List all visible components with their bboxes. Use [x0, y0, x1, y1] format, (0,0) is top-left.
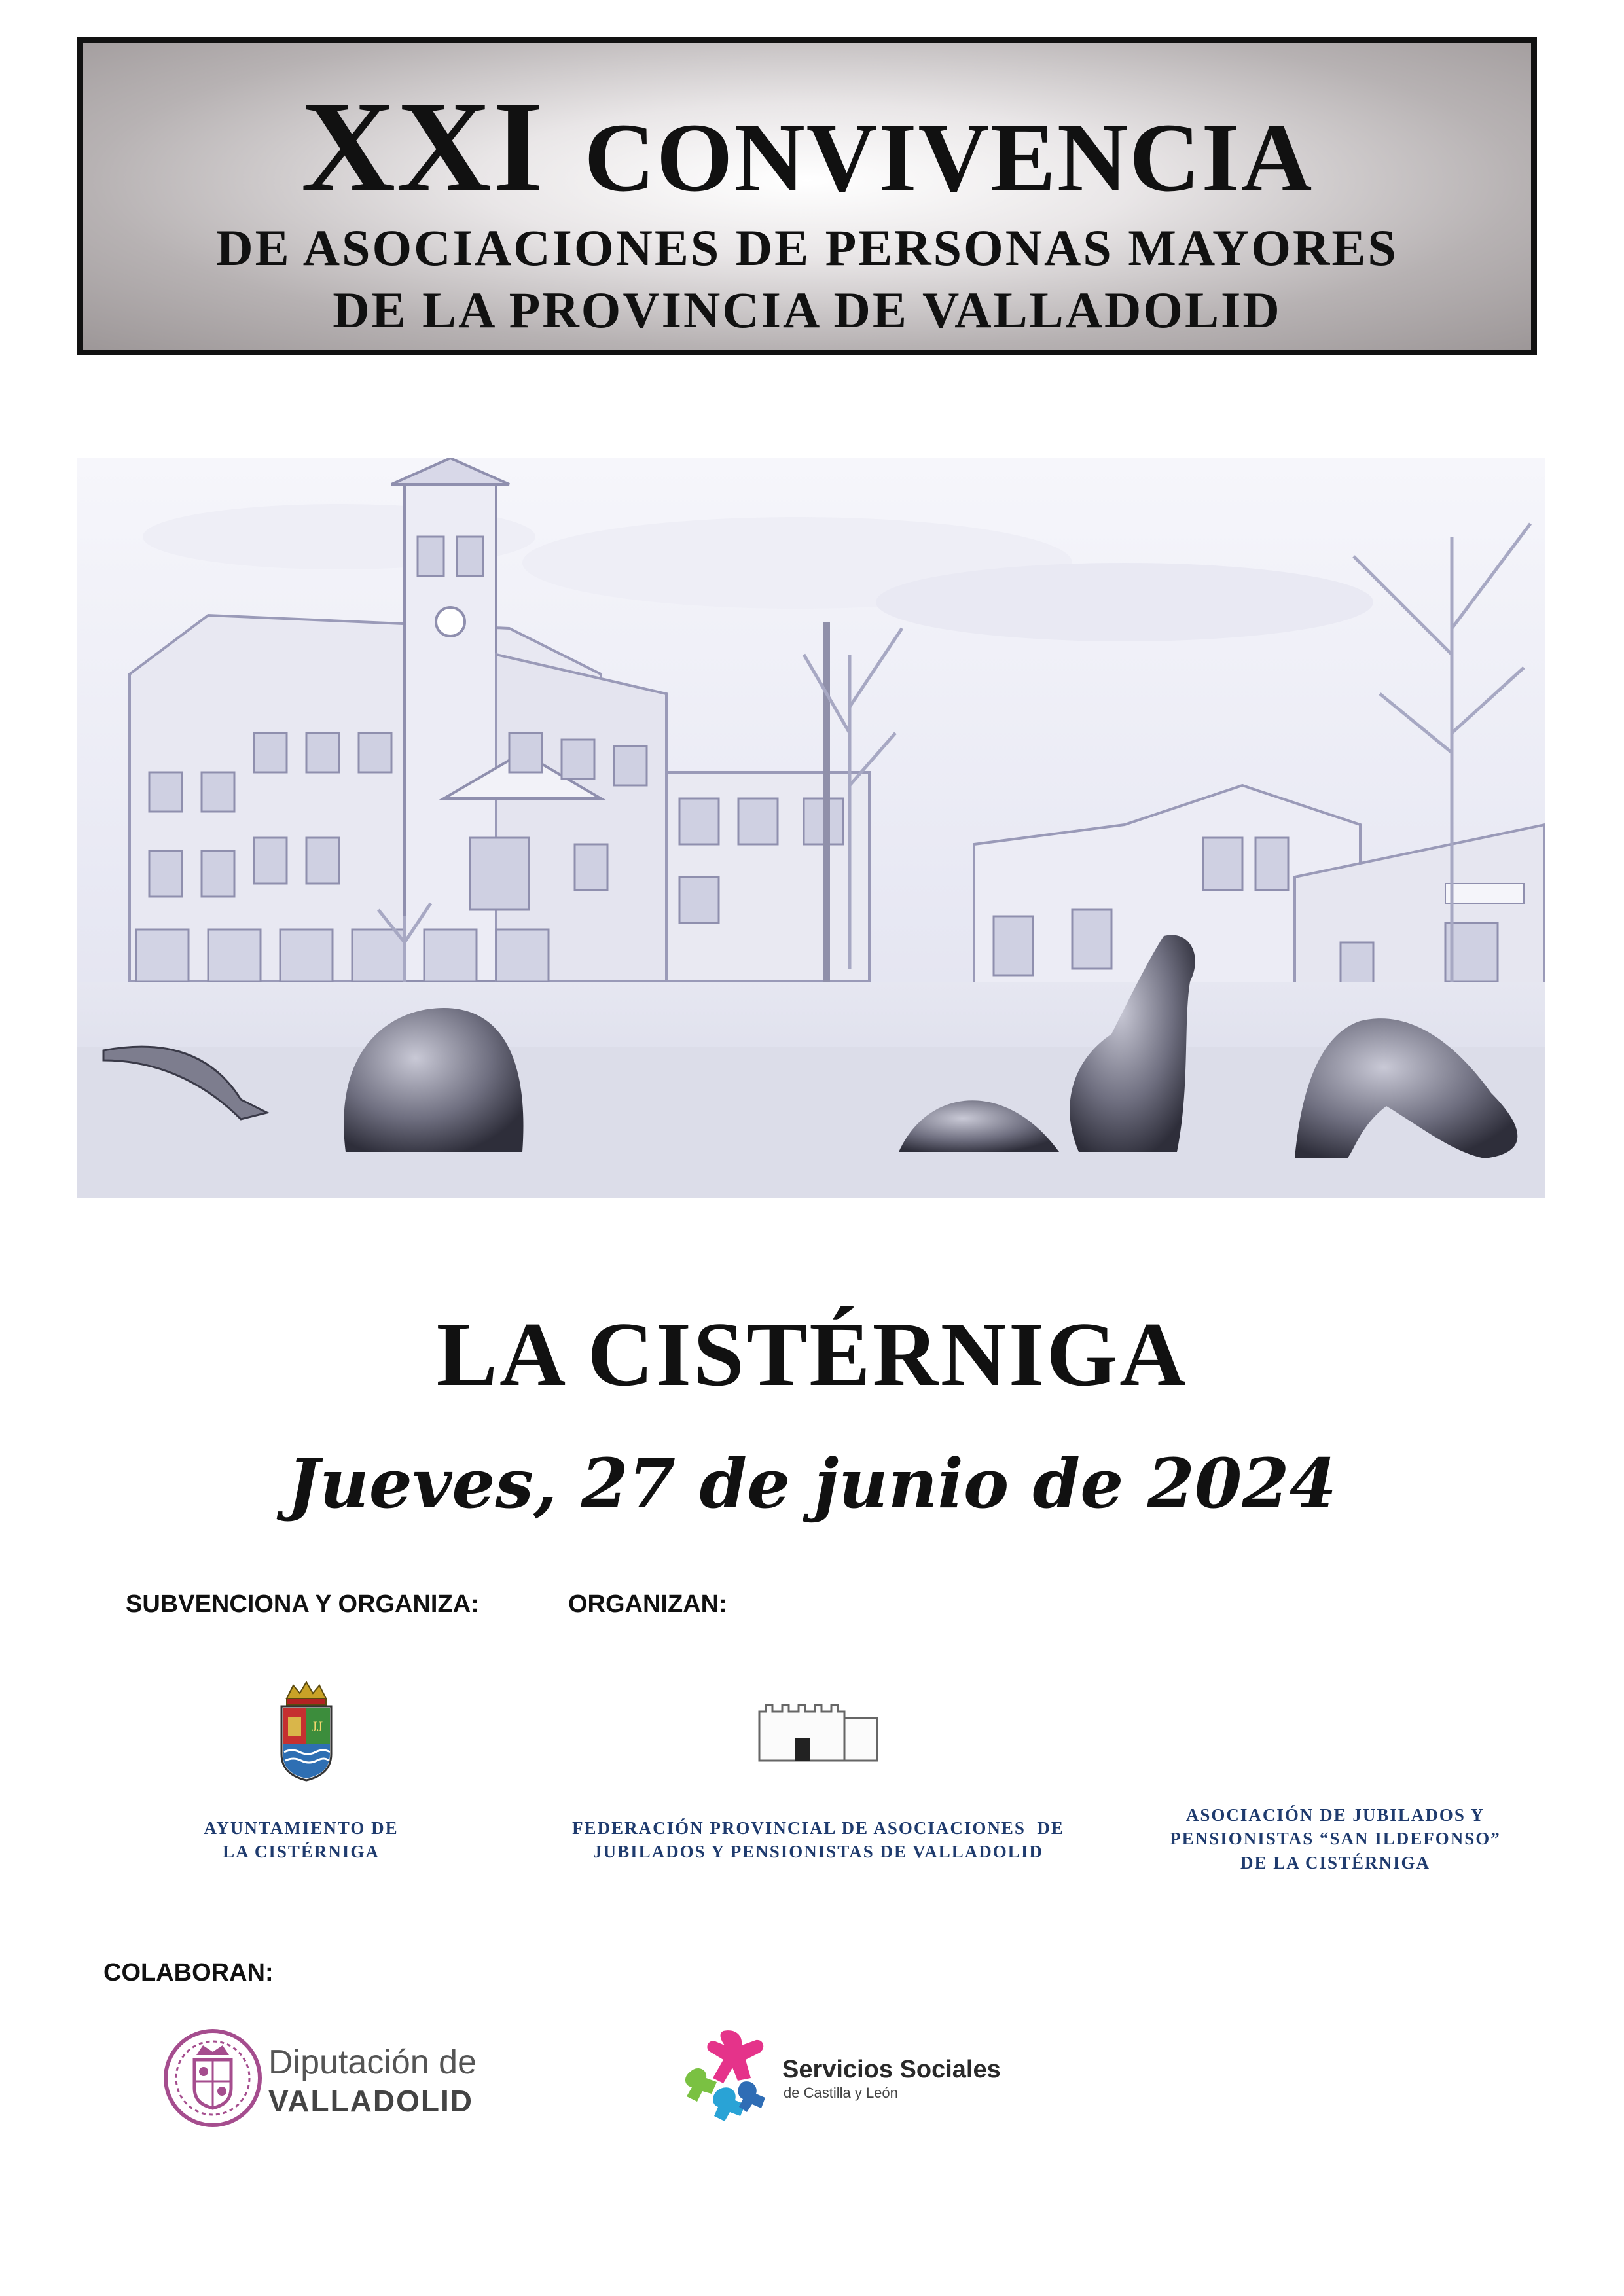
servicios-sociales-logo	[677, 2026, 1001, 2124]
servicios-line-2: de Castilla y León	[784, 2085, 898, 2101]
subtitle-line-2: DE LA PROVINCIA DE VALLADOLID	[333, 281, 1282, 338]
asociacion-name	[1139, 1803, 1532, 1874]
town-square-photo	[77, 458, 1545, 1198]
puzzle-figures-icon	[677, 2026, 776, 2124]
organizan-label: ORGANIZAN:	[568, 1590, 727, 1618]
federacion-line-1: FEDERACIÓN PROVINCIAL DE ASOCIACIONES DE	[572, 1818, 1064, 1838]
title-main	[83, 75, 1531, 219]
federacion-name	[524, 1816, 1113, 1864]
asociacion-line-1: ASOCIACIÓN DE JUBILADOS Y	[1185, 1805, 1485, 1825]
colaboran-label: COLABORAN:	[103, 1959, 274, 1986]
castle-icon	[756, 1698, 880, 1764]
diputacion-line-1: Diputación de	[268, 2043, 477, 2081]
subvenciona-label: SUBVENCIONA Y ORGANIZA:	[126, 1590, 479, 1618]
ayuntamiento-line-1: AYUNTAMIENTO DE	[204, 1818, 399, 1838]
edition-number: XXI	[300, 75, 545, 219]
servicios-line-1: Servicios Sociales	[782, 2056, 1001, 2083]
location-title: LA CISTÉRNIGA	[436, 1304, 1188, 1405]
federacion-line-2: JUBILADOS Y PENSIONISTAS DE VALLADOLID	[593, 1842, 1043, 1862]
event-date: Jueves, 27 de junio de 2024	[287, 1443, 1337, 1524]
asociacion-line-3: DE LA CISTÉRNIGA	[1240, 1852, 1431, 1873]
coat-of-arms-icon	[274, 1679, 339, 1784]
ayuntamiento-line-2: LA CISTÉRNIGA	[223, 1842, 380, 1862]
event-name: CONVIVENCIA	[584, 103, 1314, 212]
title-banner	[77, 37, 1537, 355]
diputacion-logo	[160, 2026, 475, 2130]
asociacion-line-2: PENSIONISTAS “SAN ILDEFONSO”	[1170, 1829, 1501, 1849]
diputacion-seal-icon	[160, 2026, 265, 2130]
ayuntamiento-name	[170, 1816, 432, 1864]
svg-text:JJ: JJ	[312, 1718, 323, 1734]
diputacion-line-2: VALLADOLID	[268, 2084, 474, 2118]
subtitle-line-1: DE ASOCIACIONES DE PERSONAS MAYORES	[216, 219, 1398, 276]
